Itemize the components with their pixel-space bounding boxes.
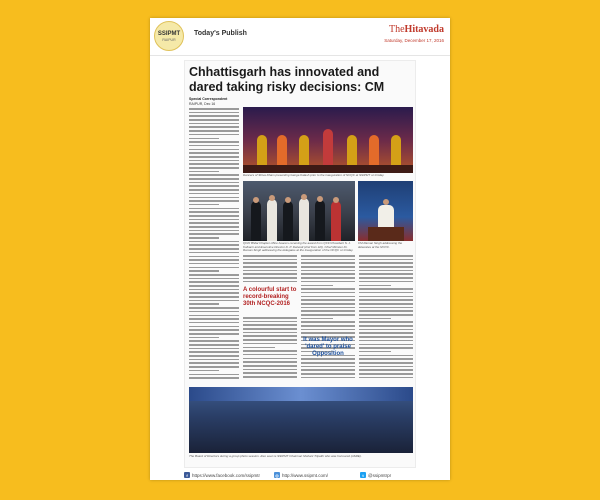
twitter-link[interactable] — [360, 472, 391, 478]
text-line — [243, 335, 297, 337]
newspaper-name-main: Hitavada — [404, 24, 444, 35]
article-headline: Chhattisgarh has innovated and dared taking risky decisions: CM — [189, 65, 385, 94]
text-line — [243, 281, 297, 283]
text-line — [359, 288, 413, 290]
subhead-mayor: It was Mayor who 'dared' to praise Opposition — [303, 337, 353, 357]
text-line — [189, 259, 239, 261]
text-line — [189, 326, 239, 328]
card-header — [150, 18, 450, 56]
text-line — [189, 318, 239, 320]
facebook-icon: f — [184, 472, 190, 478]
text-line — [189, 281, 239, 283]
text-line — [189, 366, 239, 368]
text-line — [189, 193, 239, 195]
text-line — [301, 377, 355, 379]
text-line — [189, 171, 219, 173]
text-line — [189, 296, 239, 298]
text-line — [359, 369, 413, 371]
text-line — [189, 263, 239, 265]
text-line — [301, 307, 355, 309]
text-line — [359, 355, 413, 357]
text-line — [189, 374, 239, 376]
text-line — [301, 318, 333, 320]
website-link[interactable] — [274, 472, 328, 478]
text-line — [189, 145, 239, 147]
text-line — [189, 226, 239, 228]
text-line — [189, 200, 239, 202]
photo3-caption: CM Raman Singh addressing the delegates at the NCQC. — [358, 242, 403, 248]
text-line — [189, 329, 239, 331]
newspaper-clipping-card — [150, 18, 450, 480]
group-photo — [189, 387, 413, 453]
text-line — [359, 358, 413, 360]
text-line — [359, 285, 391, 287]
text-line — [189, 248, 239, 250]
text-line — [189, 362, 239, 364]
text-line — [189, 337, 219, 339]
text-line — [301, 332, 355, 334]
text-line — [189, 292, 239, 294]
ssipmt-logo — [154, 21, 184, 51]
text-line — [189, 149, 239, 151]
text-line — [189, 130, 239, 132]
text-line — [189, 126, 239, 128]
text-line — [359, 336, 413, 338]
text-line — [243, 266, 297, 268]
text-line — [359, 318, 391, 320]
photo-banner — [189, 387, 413, 401]
text-line — [189, 178, 239, 180]
photo-figure-head — [333, 197, 339, 203]
text-line — [243, 270, 297, 272]
text-line — [189, 359, 239, 361]
text-line — [301, 277, 355, 279]
text-line — [301, 362, 355, 364]
text-line — [301, 266, 355, 268]
article-dateline: RAIPUR, Dec 16 — [189, 102, 216, 106]
text-line — [189, 241, 239, 243]
text-line — [301, 321, 355, 323]
text-line — [189, 244, 239, 246]
text-line — [301, 270, 355, 272]
text-line — [301, 325, 355, 327]
award-ceremony-photo — [243, 181, 355, 241]
text-line — [359, 299, 413, 301]
text-line — [189, 123, 239, 125]
text-line — [189, 160, 239, 162]
text-line — [243, 354, 297, 356]
text-line — [243, 372, 297, 374]
photo-figure-head — [285, 197, 291, 203]
text-line — [359, 310, 413, 312]
text-line — [189, 340, 239, 342]
newspaper-article[interactable] — [184, 60, 416, 468]
text-line — [243, 321, 297, 323]
text-line — [189, 333, 239, 335]
text-line — [189, 215, 239, 217]
photo-figure-head — [269, 195, 275, 201]
text-line — [189, 185, 239, 187]
text-line — [301, 373, 355, 375]
text-line — [243, 317, 297, 319]
text-line — [359, 281, 413, 283]
article-column-3a — [301, 255, 355, 383]
text-line — [189, 303, 219, 305]
globe-icon: ◎ — [275, 472, 279, 478]
text-line — [189, 315, 239, 317]
text-line — [189, 322, 239, 324]
text-line — [189, 167, 239, 169]
text-line — [189, 256, 239, 258]
photo-figure — [267, 199, 277, 241]
text-line — [301, 255, 355, 257]
text-line — [301, 281, 355, 283]
text-line — [189, 270, 219, 272]
text-line — [301, 292, 355, 294]
article-byline: Special Correspondent — [189, 97, 228, 101]
photo-figure — [283, 201, 293, 241]
text-line — [189, 134, 239, 136]
text-line — [243, 324, 297, 326]
photo-figure-head — [253, 197, 259, 203]
text-line — [359, 344, 413, 346]
text-line — [359, 296, 413, 298]
text-line — [189, 348, 239, 350]
photo-figure-head — [301, 194, 307, 200]
text-line — [301, 329, 355, 331]
text-line — [189, 108, 239, 110]
text-line — [243, 343, 297, 345]
text-line — [359, 377, 413, 379]
photo4-caption: The Board of Directors during a group photo session. Also seen is SSIPMT Chairman Nishant Tripathi who was honoured (ASRE). — [189, 455, 362, 458]
text-line — [359, 255, 413, 257]
text-line — [359, 277, 413, 279]
text-line — [359, 321, 413, 323]
text-line — [189, 182, 239, 184]
text-line — [189, 219, 239, 221]
text-line — [359, 347, 413, 349]
text-line — [189, 300, 239, 302]
photo1-caption: Dancers of Shiva Dham presenting Ganga Kalash prior to the inauguration of NCQC at SSIPMT on Friday. — [243, 174, 385, 177]
text-line — [189, 174, 239, 176]
text-line — [301, 358, 355, 360]
text-line — [243, 328, 297, 330]
facebook-url: https://www.facebook.com/ssipmtr — [192, 472, 261, 478]
text-line — [243, 347, 275, 349]
text-line — [189, 230, 239, 232]
photo-figure — [391, 135, 401, 169]
article-column-4 — [359, 255, 413, 383]
publication-date: Saturday, December 17, 2016 — [384, 38, 444, 43]
article-column-2a — [243, 255, 297, 285]
photo-figure-head — [383, 199, 389, 205]
text-line — [189, 351, 239, 353]
text-line — [189, 237, 219, 239]
text-line — [301, 369, 355, 371]
photo-figure — [277, 135, 287, 169]
text-line — [359, 362, 413, 364]
text-line — [243, 339, 297, 341]
text-line — [243, 376, 297, 378]
text-line — [301, 366, 355, 368]
card-footer — [150, 470, 450, 480]
text-line — [189, 267, 239, 269]
text-line — [189, 233, 239, 235]
newspaper-name — [389, 24, 444, 35]
section-title: Today's Publish — [194, 30, 247, 37]
text-line — [189, 163, 239, 165]
article-column-1 — [189, 108, 239, 382]
text-line — [189, 355, 239, 357]
text-line — [359, 340, 413, 342]
text-line — [189, 344, 239, 346]
text-line — [359, 351, 391, 353]
text-line — [301, 314, 355, 316]
text-line — [243, 332, 297, 334]
text-line — [189, 211, 239, 213]
podium — [368, 227, 404, 241]
photo-figure — [347, 135, 357, 169]
text-line — [189, 141, 239, 143]
twitter-icon: t — [360, 472, 366, 478]
photo-figure — [315, 200, 325, 241]
text-line — [243, 277, 297, 279]
photo-figure — [323, 129, 333, 169]
text-line — [189, 204, 219, 206]
text-line — [359, 270, 413, 272]
text-line — [301, 273, 355, 275]
facebook-link[interactable] — [184, 472, 260, 478]
text-line — [359, 303, 413, 305]
text-line — [243, 350, 297, 352]
text-line — [301, 303, 355, 305]
text-line — [359, 314, 413, 316]
text-line — [189, 311, 239, 313]
text-line — [359, 266, 413, 268]
text-line — [189, 138, 219, 140]
text-line — [243, 361, 297, 363]
text-line — [189, 115, 239, 117]
cm-speech-photo — [358, 181, 413, 241]
text-line — [189, 370, 219, 372]
text-line — [359, 373, 413, 375]
text-line — [301, 259, 355, 261]
text-line — [301, 262, 355, 264]
photo2-caption: QCFI Bhilai Chapter office bearers receiving the award from QCFI President S. J. Kulkarni and Executive Director D. P. Dwivedi (2nd from left), Chief Minister Dr. Raman Singh addressing the delegates at the inauguration of the NCQC on Friday. — [243, 242, 354, 253]
text-line — [189, 197, 239, 199]
text-line — [189, 307, 239, 309]
photo-figure — [369, 135, 379, 169]
photo-figure — [299, 198, 309, 241]
text-line — [359, 259, 413, 261]
photo-figure — [257, 135, 267, 169]
text-line — [189, 112, 239, 114]
dance-performance-photo — [243, 107, 413, 173]
text-line — [189, 377, 239, 379]
text-line — [243, 262, 297, 264]
text-line — [189, 152, 239, 154]
twitter-handle: @ssipmtrpr — [368, 472, 392, 478]
text-line — [301, 285, 333, 287]
text-line — [359, 332, 413, 334]
text-line — [189, 208, 239, 210]
text-line — [359, 262, 413, 264]
photo-stage — [243, 165, 413, 173]
text-line — [189, 189, 239, 191]
text-line — [189, 285, 239, 287]
text-line — [301, 299, 355, 301]
text-line — [359, 329, 413, 331]
text-line — [189, 274, 239, 276]
text-line — [359, 366, 413, 368]
subhead-colourful-start: A colourful start to record-breaking 30th NCQC-2016 — [243, 287, 297, 307]
text-line — [243, 358, 297, 360]
photo-figure — [331, 201, 341, 241]
text-line — [301, 296, 355, 298]
text-line — [301, 310, 355, 312]
text-line — [243, 369, 297, 371]
text-line — [243, 259, 297, 261]
text-line — [189, 278, 239, 280]
text-line — [189, 289, 239, 291]
text-line — [301, 288, 355, 290]
newspaper-name-prefix: The — [389, 24, 405, 35]
text-line — [243, 273, 297, 275]
logo-subtext: RAIPUR — [162, 37, 176, 42]
text-line — [189, 222, 239, 224]
website-url: http://www.ssipmt.com/ — [282, 472, 329, 478]
photo-figure — [299, 135, 309, 169]
text-line — [359, 292, 413, 294]
text-line — [243, 255, 297, 257]
text-line — [189, 252, 239, 254]
article-column-2b — [243, 317, 297, 383]
logo-text: SSIPMT — [157, 30, 181, 37]
text-line — [243, 365, 297, 367]
text-line — [189, 119, 239, 121]
text-line — [189, 156, 239, 158]
photo-figure — [251, 201, 261, 241]
text-line — [359, 273, 413, 275]
text-line — [359, 325, 413, 327]
text-line — [359, 307, 413, 309]
photo-figure-head — [317, 196, 323, 202]
